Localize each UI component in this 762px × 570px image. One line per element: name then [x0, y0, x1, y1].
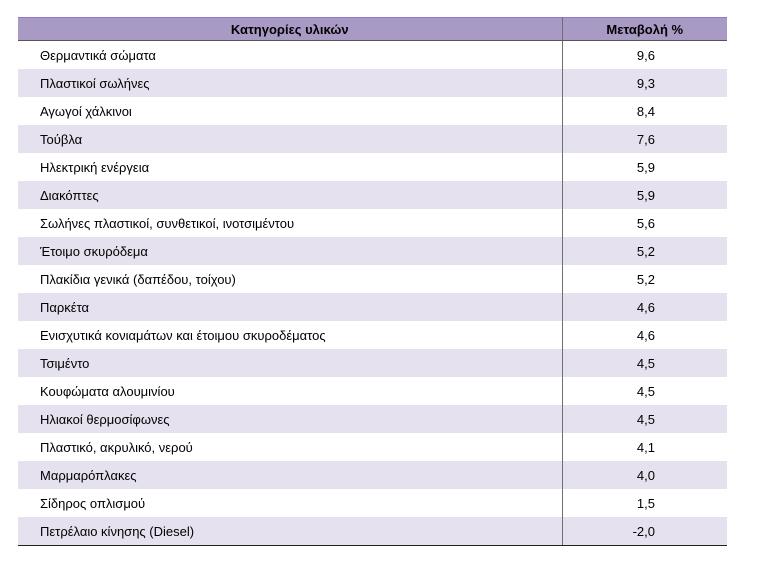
row-change-percent: -2,0 [562, 517, 727, 546]
table-row [18, 97, 727, 125]
row-category: Σίδηρος οπλισμού [18, 489, 562, 517]
table-row [18, 125, 727, 153]
row-category: Παρκέτα [18, 293, 562, 321]
row-category: Τσιμέντο [18, 349, 562, 377]
row-category: Αγωγοί χάλκινοι [18, 97, 562, 125]
row-change-percent: 5,6 [636, 215, 655, 231]
row-category: Ηλιακοί θερμοσίφωνες [18, 405, 562, 433]
table-row [18, 517, 727, 546]
table-row [18, 377, 727, 405]
row-category: Διακόπτες [18, 181, 562, 209]
table-row [18, 69, 727, 97]
row-change-percent: 4,6 [636, 299, 655, 315]
table-body [18, 41, 727, 546]
row-category: Πετρέλαιο κίνησης (Diesel) [18, 517, 562, 546]
table-row [18, 153, 727, 181]
table-header-row [18, 18, 727, 41]
row-category: Έτοιμο σκυρόδεμα [18, 237, 562, 265]
row-change-percent: 4,5 [636, 355, 655, 371]
row-category: Πλαστικοί σωλήνες [18, 69, 562, 97]
table-row [18, 349, 727, 377]
row-change-percent: 4,1 [636, 439, 655, 455]
table-row [18, 461, 727, 489]
row-category: Τούβλα [18, 125, 562, 153]
row-category: Σωλήνες πλαστικοί, συνθετικοί, ινοτσιμέντου [18, 209, 562, 237]
row-category: Πλαστικό, ακρυλικό, νερού [18, 433, 562, 461]
row-change-percent: 4,6 [636, 327, 655, 343]
row-category: Μαρμαρόπλακες [18, 461, 562, 489]
row-change-percent: 5,2 [636, 271, 655, 287]
table-row [18, 41, 727, 70]
table-row [18, 405, 727, 433]
row-change-percent: 1,5 [636, 495, 655, 511]
table-row [18, 433, 727, 461]
row-change-percent: 4,5 [636, 383, 655, 399]
row-change-percent: 5,2 [636, 243, 655, 259]
row-change-percent: 4,5 [636, 411, 655, 427]
materials-price-change-table [18, 17, 727, 546]
row-category: Κουφώματα αλουμινίου [18, 377, 562, 405]
header-change-percent: Μεταβολή % [562, 18, 727, 41]
row-change-percent: 5,9 [636, 159, 655, 175]
header-category: Κατηγορίες υλικών [18, 18, 562, 41]
table-row [18, 181, 727, 209]
row-category: Πλακίδια γενικά (δαπέδου, τοίχου) [18, 265, 562, 293]
row-category: Ηλεκτρική ενέργεια [18, 153, 562, 181]
row-change-percent: 8,4 [636, 103, 655, 119]
row-change-percent: 5,9 [636, 187, 655, 203]
row-change-percent: 4,0 [636, 467, 655, 483]
table-row [18, 321, 727, 349]
table-row [18, 209, 727, 237]
table-row [18, 293, 727, 321]
row-category: Θερμαντικά σώματα [18, 41, 562, 70]
table-row [18, 489, 727, 517]
row-change-percent: 9,3 [636, 75, 655, 91]
table-row [18, 237, 727, 265]
row-change-percent: 9,6 [636, 47, 655, 63]
row-category: Ενισχυτικά κονιαμάτων και έτοιμου σκυροδέματος [18, 321, 562, 349]
table-row [18, 265, 727, 293]
row-change-percent: 7,6 [636, 131, 655, 147]
